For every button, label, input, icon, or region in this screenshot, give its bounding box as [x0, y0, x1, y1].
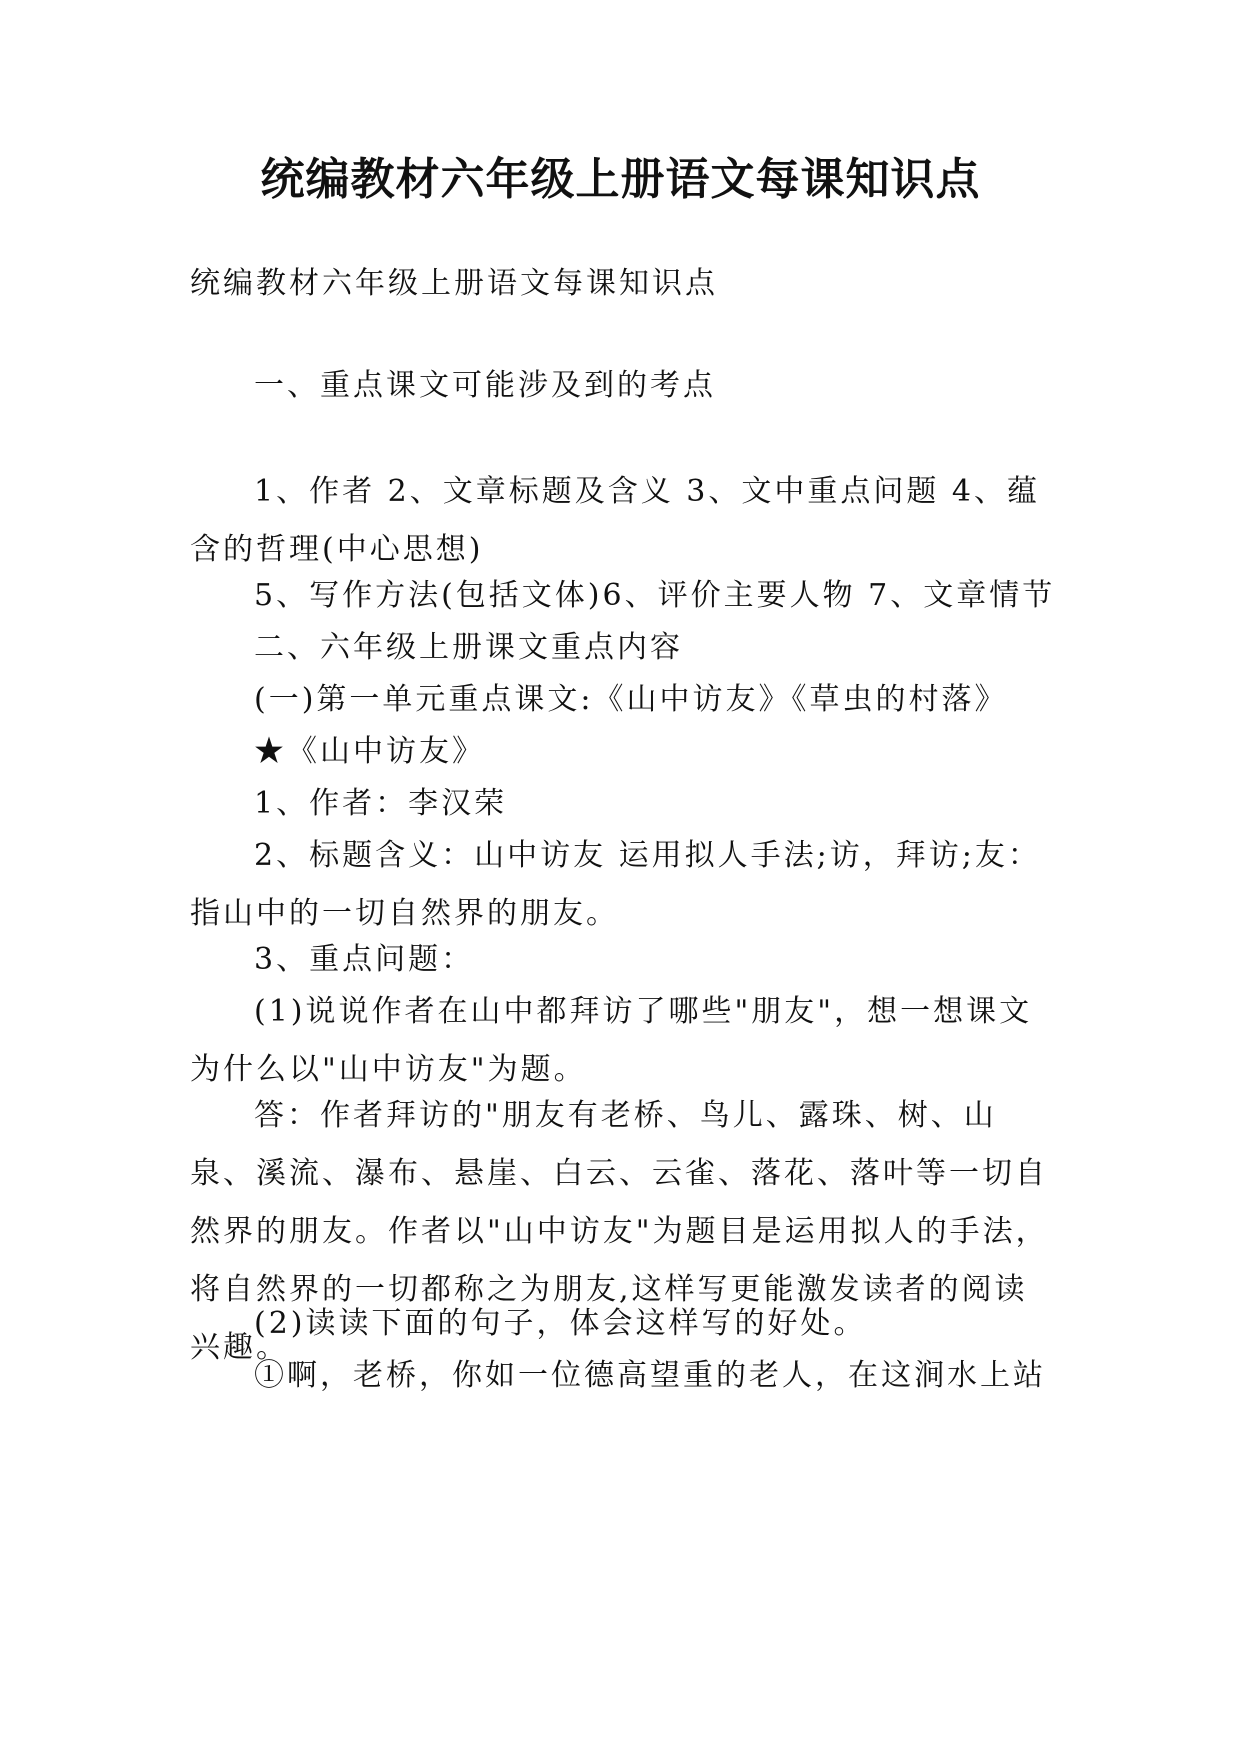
- answer-1-paragraph: 答：作者拜访的"朋友有老桥、鸟儿、露珠、树、山泉、溪流、瀑布、悬崖、白云、云雀、落花、落叶等一切自然界的朋友。作者以"山中访友"为题目是运用拟人的手法，将自然界的一切都称之为朋友,这样写更能激发读者的阅读兴趣。: [190, 1098, 1049, 1365]
- question-1-paragraph: (1)说说作者在山中都拜访了哪些"朋友"，想一想课文为什么以"山中访友"为题。: [190, 994, 1033, 1087]
- key-questions-heading: 3、重点问题：: [254, 942, 475, 977]
- unit-heading: (一)第一单元重点课文:《山中访友》《草虫的村落》: [254, 682, 1008, 717]
- document-title: 统编教材六年级上册语文每课知识点: [260, 154, 981, 205]
- paragraph-exam-points: 1、作者 2、文章标题及含义 3、文中重点问题 4、蕴含的哲理(中心思想): [190, 474, 1040, 567]
- title-meaning-paragraph: 2、标题含义：山中访友 运用拟人手法;访，拜访;友：指山中的一切自然界的朋友。: [190, 838, 1041, 931]
- section-heading-1: 一、重点课文可能涉及到的考点: [254, 368, 716, 403]
- author-line: 1、作者：李汉荣: [254, 786, 508, 821]
- section-heading-2: 二、六年级上册课文重点内容: [254, 630, 683, 665]
- subtitle-paragraph: 统编教材六年级上册语文每课知识点: [190, 266, 718, 301]
- lesson-heading: ★《山中访友》: [254, 734, 485, 769]
- quote-paragraph: ①啊，老桥，你如一位德高望重的老人，在这涧水上站: [254, 1358, 1046, 1393]
- question-2-paragraph: (2)读读下面的句子，体会这样写的好处。: [254, 1306, 867, 1341]
- paragraph-exam-points-cont: 5、写作方法(包括文体)6、评价主要人物 7、文章情节: [254, 578, 1056, 613]
